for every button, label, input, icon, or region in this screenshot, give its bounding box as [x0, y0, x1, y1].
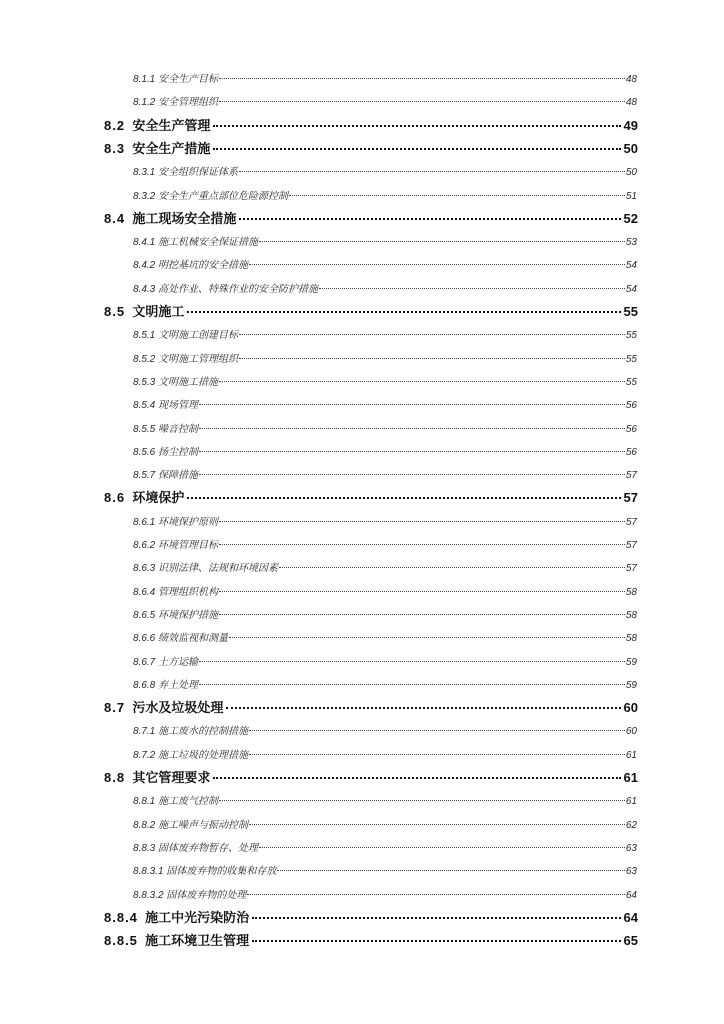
toc-page-number: 64 [625, 889, 637, 901]
toc-entry-number: 8.8.5 [104, 933, 138, 949]
toc-entry-label: 安全管理组织 [158, 97, 219, 109]
toc-page-number: 58 [625, 609, 637, 621]
toc-entry-title [133, 559, 278, 574]
toc-entry-label: 明挖基坑的安全措施 [158, 260, 249, 272]
toc-subsection-entry[interactable] [133, 629, 637, 643]
toc-subsection-entry[interactable] [133, 513, 637, 527]
toc-page-number: 56 [625, 423, 637, 435]
toc-entry-label: 识别法律、法规和环境因素 [158, 563, 279, 575]
dot-leader [213, 125, 620, 127]
toc-subsection-entry[interactable] [133, 559, 637, 573]
toc-page-number: 63 [625, 842, 637, 854]
toc-entry-label: 污水及垃圾处理 [132, 700, 224, 716]
toc-page-number: 62 [625, 819, 637, 831]
toc-entry-title [133, 583, 218, 598]
toc-entry-title [133, 373, 218, 388]
dot-leader [199, 684, 625, 685]
toc-page-number: 53 [625, 237, 637, 249]
toc-entry-label: 施工中光污染防治 [145, 909, 250, 925]
toc-entry-label: 安全组织保证体系 [158, 167, 239, 179]
toc-subsection-entry[interactable] [133, 606, 637, 620]
dot-leader [219, 614, 625, 615]
toc-entry-title [104, 930, 249, 949]
dot-leader [252, 917, 620, 919]
toc-entry-number: 8.1.1 [133, 74, 156, 85]
dot-leader [229, 637, 625, 638]
toc-entry-number: 8.2 [104, 117, 126, 133]
dot-leader [249, 730, 625, 731]
toc-entry-number: 8.5.2 [133, 353, 156, 365]
toc-entry-label: 绩效监视和测量 [158, 633, 229, 645]
toc-entry-title [133, 862, 276, 877]
toc-entry-number: 8.6.4 [133, 586, 156, 598]
toc-entry-title [133, 256, 248, 271]
dot-leader [252, 940, 620, 942]
toc-page-number: 57 [625, 540, 637, 551]
dot-leader [199, 474, 625, 475]
toc-entry-number: 8.5.7 [133, 470, 156, 482]
toc-page-number: 61 [623, 770, 638, 785]
toc-entry-label: 现场管理 [158, 400, 199, 412]
toc-entry-title [104, 767, 210, 786]
toc-subsection-entry[interactable] [133, 466, 637, 480]
toc-page-number: 61 [625, 796, 637, 808]
toc-entry-number: 8.8.1 [133, 796, 156, 808]
dot-leader [239, 334, 625, 335]
toc-page-number: 57 [625, 470, 637, 482]
toc-entry-title [133, 606, 218, 621]
toc-entry-number: 8.3 [104, 140, 126, 156]
toc-entry-label: 安全生产重点部位危险源控制 [158, 190, 289, 202]
toc-page-number: 59 [625, 656, 637, 668]
toc-entry-title [133, 722, 248, 737]
toc-page-number: 54 [625, 283, 637, 295]
toc-entry-label: 环境保护原则 [158, 516, 219, 528]
toc-entry-label: 土方运输 [158, 656, 199, 668]
toc-entry-number: 8.7.2 [133, 749, 156, 761]
toc-entry-number: 8.7 [104, 700, 126, 716]
dot-leader [219, 544, 625, 545]
toc-page-number: 60 [625, 726, 637, 738]
toc-entry-title [133, 93, 218, 108]
toc-entry-title [104, 907, 249, 926]
toc-subsection-entry[interactable] [133, 653, 637, 667]
toc-entry-title [104, 697, 223, 716]
dot-leader [226, 707, 620, 709]
toc-subsection-entry[interactable] [133, 536, 637, 550]
toc-entry-label: 施工废水的控制措施 [158, 726, 249, 738]
toc-page-number: 55 [625, 330, 637, 342]
toc-entry-number: 8.5.1 [133, 330, 156, 342]
toc-entry-label: 文明施工创建目标 [158, 330, 239, 342]
toc-entry-number: 8.6 [104, 490, 126, 506]
toc-subsection-entry[interactable] [133, 70, 637, 84]
toc-entry-label: 施工机械安全保证措施 [158, 237, 259, 249]
dot-leader [219, 521, 625, 522]
dot-leader [219, 381, 625, 382]
toc-entry-label: 固体废弃物暂存、处理 [158, 842, 259, 854]
toc-subsection-entry[interactable] [133, 350, 637, 364]
toc-entry-title [104, 115, 210, 134]
toc-entry-number: 8.6.5 [133, 609, 156, 621]
toc-entry-label: 施工垃圾的处理措施 [158, 749, 249, 761]
toc-page-number: 57 [625, 563, 637, 575]
toc-entry-number: 8.4.2 [133, 260, 156, 272]
toc-entry-label: 管理组织机构 [158, 586, 219, 598]
toc-page-number: 58 [625, 586, 637, 598]
toc-entry-label: 固体废弃物的收集和存放 [166, 866, 277, 878]
dot-leader [213, 777, 620, 779]
toc-entry-label: 施工废气控制 [158, 796, 219, 808]
toc-subsection-entry[interactable] [133, 326, 637, 340]
toc-subsection-entry[interactable] [133, 583, 637, 597]
toc-entry-label: 高处作业、特殊作业的安全防护措施 [158, 283, 319, 295]
toc-entry-title [104, 138, 210, 157]
toc-entry-number: 8.6.6 [133, 633, 156, 645]
toc-entry-label: 环境保护 [132, 490, 185, 506]
toc-entry-title [133, 816, 248, 831]
dot-leader [219, 800, 625, 801]
toc-entry-label: 施工噪声与振动控制 [158, 819, 249, 831]
toc-entry-number: 8.5.6 [133, 446, 156, 458]
toc-entry-number: 8.5.5 [133, 423, 156, 435]
toc-entry-number: 8.6.8 [133, 679, 156, 691]
toc-entry-number: 8.4.1 [133, 237, 156, 249]
dot-leader [187, 311, 620, 313]
toc-entry-title [133, 163, 238, 178]
toc-entry-title [104, 208, 236, 227]
toc-entry-title [133, 420, 198, 435]
toc-page-number: 60 [623, 700, 638, 716]
toc-entry-number: 8.3.2 [133, 190, 156, 202]
toc-page-number: 48 [625, 97, 637, 109]
toc-entry-title [133, 513, 218, 528]
toc-page-number: 58 [625, 633, 637, 645]
toc-entry-title [133, 70, 218, 85]
toc-entry-title [133, 653, 198, 668]
dot-leader [219, 78, 625, 79]
toc-page-number: 57 [623, 490, 638, 506]
toc-page-number: 50 [623, 140, 638, 156]
dot-leader [319, 288, 625, 289]
toc-section-entry[interactable] [104, 907, 638, 925]
dot-leader [277, 870, 625, 871]
toc-entry-title [104, 487, 184, 506]
toc-section-entry[interactable] [104, 697, 638, 715]
dot-leader [219, 101, 625, 102]
toc-entry-label: 施工现场安全措施 [132, 210, 237, 226]
toc-section-entry[interactable] [104, 208, 638, 226]
toc-entry-label: 安全生产措施 [132, 140, 211, 156]
toc-subsection-entry[interactable] [133, 722, 637, 736]
dot-leader [239, 218, 620, 220]
toc-entry-label: 固体废弃物的处理 [166, 889, 247, 901]
dot-leader [199, 428, 625, 429]
toc-entry-label: 扬尘控制 [158, 446, 199, 458]
toc-entry-label: 环境管理目标 [158, 540, 219, 551]
toc-page-number: 51 [625, 190, 637, 202]
toc-page-number: 61 [625, 749, 637, 761]
toc-page-number: 55 [625, 376, 637, 388]
dot-leader [187, 497, 620, 499]
toc-entry-label: 施工环境卫生管理 [145, 933, 250, 949]
toc-page-number: 49 [623, 117, 638, 133]
toc-entry-label: 安全生产管理 [132, 117, 211, 133]
dot-leader [199, 404, 625, 405]
toc-subsection-entry[interactable] [133, 163, 637, 177]
toc-entry-title [133, 443, 198, 458]
toc-page-number: 59 [625, 679, 637, 691]
toc-entry-number: 8.7.1 [133, 726, 156, 738]
toc-section-entry[interactable] [104, 301, 638, 319]
toc-subsection-entry[interactable] [133, 443, 637, 457]
toc-subsection-entry[interactable] [133, 187, 637, 201]
toc-entry-title [133, 536, 218, 551]
dot-leader [239, 358, 625, 359]
toc-page-number: 54 [625, 260, 637, 272]
toc-entry-number: 8.6.3 [133, 563, 156, 575]
toc-entry-label: 文明施工 [132, 304, 185, 319]
toc-subsection-entry[interactable] [133, 792, 637, 806]
toc-entry-number: 8.5 [104, 304, 126, 319]
dot-leader [289, 195, 625, 196]
toc-page-number: 56 [625, 446, 637, 458]
toc-entry-title [133, 466, 198, 481]
toc-entry-title [133, 792, 218, 807]
dot-leader [239, 171, 625, 172]
toc-entry-label: 其它管理要求 [132, 770, 211, 785]
toc-entry-title [133, 676, 198, 691]
toc-entry-label: 弃土处理 [158, 679, 199, 691]
toc-entry-label: 文明施工管理组织 [158, 353, 239, 365]
dot-leader [213, 148, 620, 150]
toc-entry-title [104, 301, 184, 320]
toc-entry-title [133, 326, 238, 341]
toc-section-entry[interactable] [104, 115, 638, 133]
toc-page-number: 48 [625, 74, 637, 85]
toc-entry-number: 8.6.7 [133, 656, 156, 668]
toc-subsection-entry[interactable] [133, 816, 637, 830]
toc-page-number: 64 [623, 909, 638, 925]
toc-subsection-entry[interactable] [133, 839, 637, 853]
toc-page-number: 50 [625, 167, 637, 179]
toc-entry-title [133, 839, 258, 854]
toc-entry-title [133, 233, 258, 248]
toc-subsection-entry[interactable] [133, 676, 637, 690]
toc-entry-number: 8.8.3.1 [133, 866, 164, 878]
toc-page-number: 56 [625, 400, 637, 412]
toc-entry-label: 噪音控制 [158, 423, 199, 435]
toc-entry-number: 8.6.2 [133, 540, 156, 551]
toc-entry-label: 文明施工措施 [158, 376, 219, 388]
toc-entry-number: 8.1.2 [133, 97, 156, 109]
dot-leader [247, 894, 625, 895]
toc-entry-number: 8.8.2 [133, 819, 156, 831]
toc-subsection-entry[interactable] [133, 233, 637, 247]
toc-subsection-entry[interactable] [133, 746, 637, 760]
dot-leader [259, 241, 625, 242]
toc-entry-number: 8.8.3.2 [133, 889, 164, 901]
dot-leader [249, 824, 625, 825]
toc-entry-number: 8.6.1 [133, 516, 156, 528]
dot-leader [259, 847, 625, 848]
toc-entry-label: 环境保护措施 [158, 609, 219, 621]
toc-page-number: 52 [623, 210, 638, 226]
dot-leader [249, 754, 625, 755]
toc-section-entry[interactable] [104, 487, 638, 505]
dot-leader [279, 567, 625, 568]
toc-subsection-entry[interactable] [133, 373, 637, 387]
toc-page-number: 55 [625, 353, 637, 365]
toc-entry-number: 8.4 [104, 210, 126, 226]
toc-entry-number: 8.8.4 [104, 909, 138, 925]
toc-entry-title [133, 746, 248, 761]
toc-section-entry[interactable] [104, 138, 638, 156]
toc-section-entry[interactable] [104, 930, 638, 948]
toc-subsection-entry[interactable] [133, 256, 637, 270]
toc-subsection-entry[interactable] [133, 862, 637, 876]
toc-entry-number: 8.8.3 [133, 842, 156, 854]
toc-subsection-entry[interactable] [133, 420, 637, 434]
toc-page-number: 57 [625, 516, 637, 528]
toc-entry-number: 8.8 [104, 770, 126, 785]
toc-entry-label: 保障措施 [158, 470, 199, 482]
toc-entry-title [133, 187, 288, 202]
dot-leader [199, 451, 625, 452]
toc-entry-label: 安全生产目标 [158, 74, 219, 85]
toc-entry-number: 8.4.3 [133, 283, 156, 295]
toc-entry-number: 8.5.4 [133, 400, 156, 412]
toc-page-number: 65 [623, 933, 638, 949]
toc-subsection-entry[interactable] [133, 396, 637, 410]
toc-entry-title [133, 396, 198, 411]
dot-leader [199, 661, 625, 662]
toc-entry-title [133, 350, 238, 365]
toc-entry-number: 8.5.3 [133, 376, 156, 388]
toc-subsection-entry[interactable] [133, 93, 637, 107]
dot-leader [249, 264, 625, 265]
toc-entry-number: 8.3.1 [133, 167, 156, 179]
toc-section-entry[interactable] [104, 767, 638, 785]
toc-page-number: 55 [623, 304, 638, 319]
toc-page-number: 63 [625, 866, 637, 878]
toc-entry-title [133, 629, 228, 644]
toc-subsection-entry[interactable] [133, 886, 637, 900]
toc-subsection-entry[interactable] [133, 280, 637, 294]
toc-entry-title [133, 280, 318, 295]
toc-entry-title [133, 886, 246, 901]
dot-leader [219, 591, 625, 592]
